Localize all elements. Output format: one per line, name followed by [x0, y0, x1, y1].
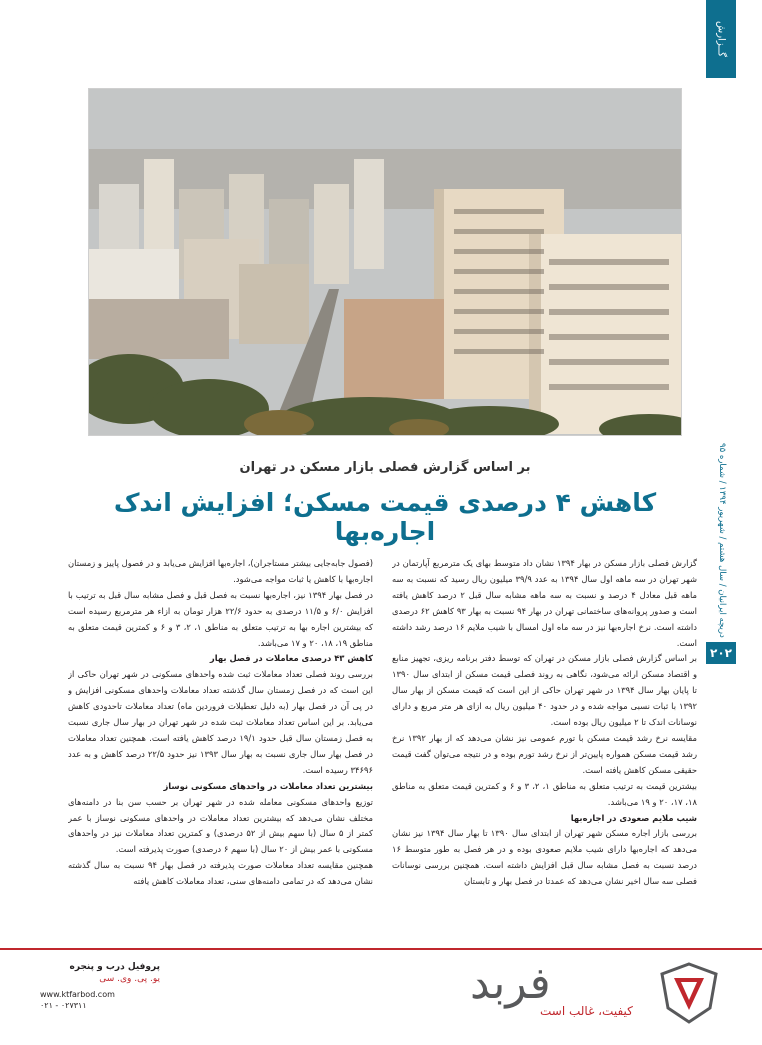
footer-divider — [0, 948, 762, 950]
paragraph: مقایسه نرخ رشد قیمت مسکن با تورم عمومی نیز نشان می‌دهد که از بهار ۱۳۹۲ نرخ رشد قیمت مسکن همواره پایین‌تر از نرخ رشد تورم بوده و در نتیجه می‌توان گفت قیمت حقیقی مسکن کاهش یافته است. — [392, 732, 697, 775]
paragraph: بیشترین قیمت به ترتیب متعلق به مناطق ۱، ۲، ۳ و ۶ و کمترین قیمت متعلق به مناطق ۱۸، ۱۷، ۲۰ و ۱۹ می‌باشد. — [392, 780, 697, 807]
article-column-left — [68, 556, 373, 946]
article-headline: کاهش ۴ درصدی قیمت مسکن؛ افزایش اندک اجاره‌بها — [113, 488, 657, 546]
ad-material: یو. پی. وی. سی — [99, 974, 160, 984]
running-head — [708, 440, 736, 640]
ad-product-line: پروفیل درب و پنجره — [69, 962, 160, 972]
section-tab-label: گــزارش — [715, 21, 727, 57]
paragraph: همچنین مقایسه تعداد معاملات صورت پذیرفته در فصل بهار ۹۴ نسبت به سال گذشته نشان می‌دهد که در تمامی دامنه‌های سنی، تعداد معاملات کاهش یافته — [68, 860, 373, 887]
subheading: بیشترین تعداد معاملات در واحدهای مسکونی نوساز — [163, 780, 373, 791]
ad-brand-slogan: کیفیت، غالب است — [540, 1004, 633, 1018]
farbod-logo-icon — [660, 962, 718, 1024]
paragraph: (فصول جابه‌جایی بیشتر مستاجران)، اجاره‌بها افزایش می‌یابد و در فصول پاییز و زمستان اجاره‌بها با کاهش یا ثبات مواجه می‌شود. — [68, 558, 373, 584]
subheading: شیب ملایم صعودی در اجاره‌بها — [570, 812, 697, 823]
running-head-text: دریچه ایرانیان / سال هشتم / شهریور ۱۳۹۴ / شماره ۹۵ — [717, 442, 727, 638]
ad-brand-name: فربد — [470, 958, 551, 1009]
paragraph: توزیع واحدهای مسکونی معامله شده در شهر تهران بر حسب سن بنا در دامنه‌های مختلف نشان می‌دهد که بیشترین تعداد معاملات در واحدهای مسکونی نوساز با عمر کمتر از ۵ سال (با سهم بیش از ۵۲ درصدی) و کمترین تعداد معاملات نیز در واحدهای مسکونی با عمر بیش از ۲۰ سال (با سهم ۶ درصدی) صورت پذیرفته است. — [68, 796, 373, 855]
paragraph: بررسی بازار اجاره مسکن شهر تهران از ابتدای سال ۱۳۹۰ تا بهار سال ۱۳۹۴ نیز نشان می‌دهد که اجاره‌بها دارای شیب ملایم صعودی بوده و در هر فصل به طور متوسط ۱۶ درصد نسبت به فصل مشابه سال قبل افزایش داشته است. همچنین بررسی نوسانات فصلی سه سال اخیر نشان می‌دهد که عمدتا در فصل بهار و تابستان — [392, 828, 697, 887]
paragraph: بر اساس گزارش فصلی بازار مسکن در تهران که توسط دفتر برنامه ریزی، تجهیز منابع و اقتصاد مسکن ارائه می‌شود، نگاهی به روند فصلی قیمت مسکن از ابتدای سال ۱۳۹۰ تا پایان بهار سال ۱۳۹۴ در شهر تهران حاکی از این است که قیمت مسکن از بهار سال ۱۳۹۲ با ثبات نسبی مواجه شده و در حدود ۴۰ میلیون ریال به ازای هر متر مربع و دارای نوسانات اندک تا ۲ میلیون ریال بوده است. — [392, 653, 697, 728]
subheading: کاهش ۴۳ درصدی معاملات در فصل بهار — [209, 653, 373, 664]
ad-phone: ۰۲۱ - ۰۲۷۳۱۱ — [40, 1001, 87, 1010]
page-number: ۲۰۲ — [706, 642, 736, 664]
article-column-right — [392, 556, 697, 946]
section-tab — [706, 0, 736, 78]
ad-contact-block — [40, 962, 160, 1010]
paragraph: بررسی روند فصلی تعداد معاملات ثبت شده واحدهای مسکونی در شهر تهران حاکی از این است که در فصل زمستان سال گذشته تعداد معاملات واحدهای مسکونی افزایش و در پی آن در فصل بهار (به دلیل تعطیلات فروردین ماه) تعداد معاملات تاحدودی کاهش می‌یابد. بر این اساس تعداد معاملات ثبت شده در شهر تهران در بهار سال جاری نسبت به فصل زمستان سال قبل حدود ۱۹/۱ درصد کاهش یافته است. همچنین تعداد معاملات در فصل بهار سال جاری نسبت به بهار سال ۱۳۹۳ نیز حدود ۲۲/۵ درصد کاهش و به عدد ۳۴۶۹۶ رسیده است. — [68, 669, 373, 775]
tehran-skyline-illustration — [89, 89, 682, 436]
article-photo — [88, 88, 682, 436]
ad-website: www.ktfarbod.com — [40, 990, 115, 999]
paragraph: گزارش فصلی بازار مسکن در بهار ۱۳۹۴ نشان داد متوسط بهای یک مترمربع آپارتمان در شهر تهران در سه ماهه اول سال ۱۳۹۴ به عدد ۳۹/۹ میلیون ریال رسید که نسبت به سه ماهه قبل معادل ۴ درصد و نسبت به سه ماهه مشابه سال قبل ۲ درصد کاهش یافته است و صدور پروانه‌های ساختمانی تهران در بهار ۹۴ نسبت به بهار ۹۳ کاهش ۶۲ درصدی داشته است. نرخ اجاره‌بها نیز در سه ماه اول امسال با شیب ملایم ۱۶ درصد رشد داشته است. — [392, 558, 697, 648]
article-kicker: بر اساس گزارش فصلی بازار مسکن در تهران — [239, 460, 531, 475]
paragraph: در فصل بهار ۱۳۹۴ نیز، اجاره‌بها نسبت به فصل قبل و فصل مشابه سال قبل به ترتیب با افزایش ۶/۰ و ۱۱/۵ درصدی به حدود ۲۲/۶ هزار تومان به ازاء هر مترمربع رسیده است که بیشترین اجاره بها به ترتیب متعلق به مناطق ۱، ۲، ۳ و ۶ و کمترین قیمت متعلق به مناطق ۱۹، ۱۸، ۲۰ و ۱۷ می‌باشد. — [68, 589, 373, 648]
